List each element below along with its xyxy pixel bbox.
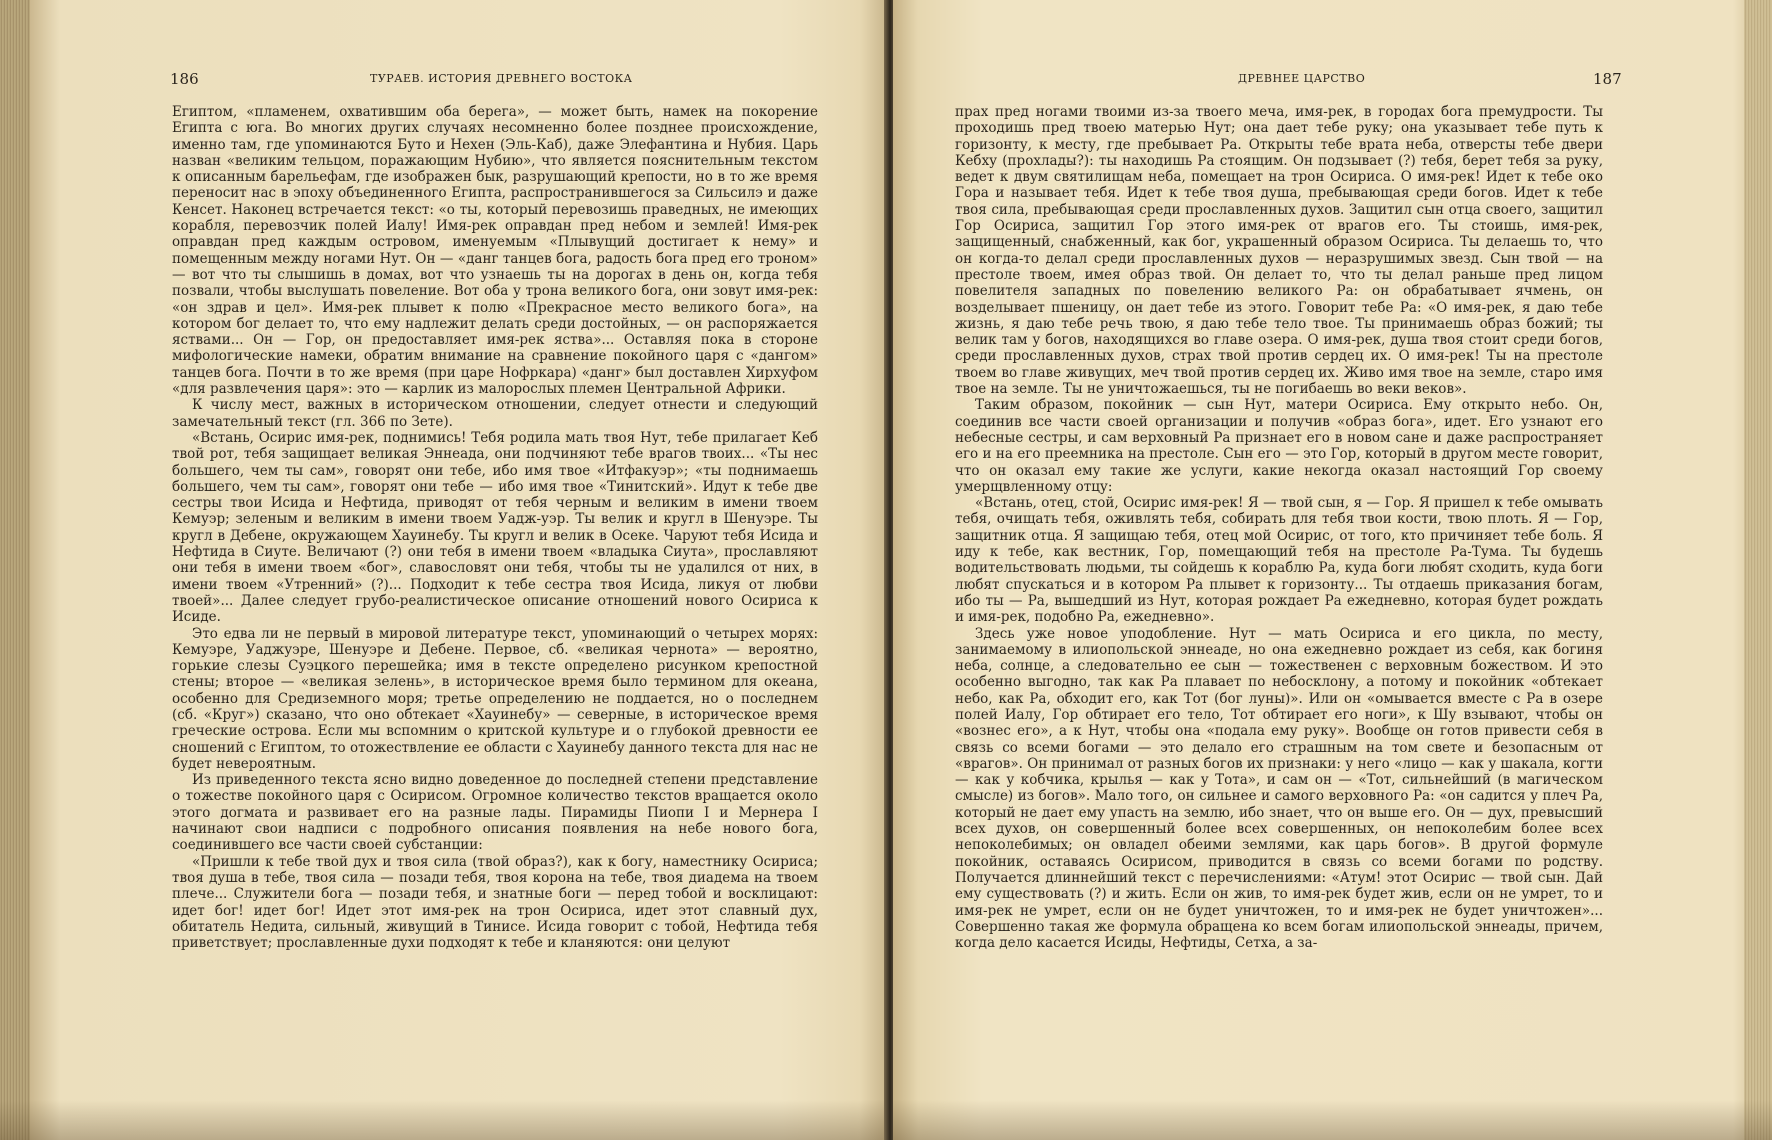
paragraph: Таким образом, покойник — сын Нут, матери Осириса. Ему открыто небо. Он, соединив все части своей организации и получив «образ бога», идет. Его узнают его небесные сестры, и сам верховный Ра признает его в новом сане и даже распространяет его и на его преемника на престоле. Сын его — это Гор, который в другом месте говорит, что он оказал ему такие же услуги, какие некогда оказал настоящий Гор своему умерщвленному отцу:	[955, 397, 1603, 495]
paragraph: «Встань, отец, стой, Осирис имя-рек! Я — твой сын, я — Гор. Я пришел к тебе омывать тебя, очищать тебя, оживлять тебя, собирать для тебя твои кости, твою плоть. Я — Гор, защитник отца. Я защищаю тебя, отец мой Осирис, от того, кто причиняет тебе боль. Я иду к тебе, как вестник, Гор, помещающий тебя на престоле Ра-Тума. Ты будешь водительствовать людьми, ты сойдешь к кораблю Ра, куда боги любят сходить, куда боги любят спускаться и в котором Ра плывет к горизонту... Ты отдаешь приказания богам, ибо ты — Ра, вышедший из Нут, которая рождает Ра ежедневно, которая будет рождать и имя-рек, подобно Ра, ежедневно».	[955, 495, 1603, 626]
running-head-left: ТУРАЕВ. ИСТОРИЯ ДРЕВНЕГО ВОСТОКА	[370, 72, 633, 85]
page-number-right: 187	[1593, 70, 1622, 88]
page-number-left: 186	[170, 70, 199, 88]
paragraph: прах пред ногами твоими из-за твоего меча, имя-рек, в городах бога премудрости. Ты проходишь пред твоею матерью Нут; она дает тебе руку; она указывает тебе путь к горизонту, к месту, где пребывает Ра. Открыты тебе врата неба, отверсты тебе двери Кебху (прохлады?): ты находишь Ра стоящим. Он подзывает (?) тебя, берет тебя за руку, ведет к двум святилищам неба, помещает на трон Осириса. О имя-рек! Идет к тебе око Гора и называет тебя. Идет к тебе твоя душа, пребывающая среди богов. Идет к тебе твоя сила, пребывающая среди прославленных духов. Защитил сын отца своего, защитил Гор Осириса, защитил Гор этого имя-рек от врагов его. Ты стоишь, имя-рек, защищенный, снабженный, как бог, украшенный образом Осириса. Ты делаешь то, что он когда-то делал среди прославленных духов — неразрушимых звезд. Сын твой — на престоле твоем, имея образ твой. Он делает то, что ты делал раньше пред лицом повелителя западных по повелению великого Ра: он обрабатывает ячмень, он возделывает пшеницу, он дает тебе из этого. Говорит тебе Ра: «О имя-рек, я даю тебе жизнь, я даю тебе речь твою, я даю тебе тело твое. Ты принимаешь образ божий; ты велик там у богов, находящихся во главе озера. О имя-рек, душа твоя стоит среди богов, среди прославленных духов, страх твой против сердец их. О имя-рек! Ты на престоле твоем во главе живущих, меч твой против сердец их. Живо имя твое на земле, старо имя твое на земле. Ты не уничтожаешься, ты не погибаешь во веки веков».	[955, 104, 1603, 398]
paragraph: Египтом, «пламенем, охватившим оба берега», — может быть, намек на покорение Египта с юга. Во многих других случаях несомненно более позднее происхождение, именно там, где упоминаются Буто и Нехен (Эль-Каб), даже Элефантина и Нубия. Царь назван «великим тельцом, поражающим Нубию», что является пояснительным текстом к описанным барельефам, где изображен бык, разрушающий крепости, но в то же время переносит нас в эпоху объединенного Египта, распространившегося за Сильсилэ и даже Кенсет. Наконец встречается текст: «о ты, который перевозишь праведных, не имеющих корабля, перевозчик полей Иалу! Имя-рек оправдан пред небом и землей! Имя-рек оправдан пред каждым островом, именуемым «Плывущий достигает к нему» и помещенным между ногами Нут. Он — «данг танцев бога, радость бога пред его троном» — вот что ты слышишь в домах, вот что узнаешь ты на дорогах в день он, когда тебя позвали, чтобы выслушать повеление. Вот оба у трона великого бога, они зовут имя-рек: «он здрав и цел». Имя-рек плывет к полю «Прекрасное место великого бога», на котором бог делает то, что ему надлежит делать среди достойных, — он распоряжается яствами... Он — Гор, он предоставляет имя-рек яства»... Оставляя пока в стороне мифологические намеки, обратим внимание на сравнение покойного царя с «дангом» танцев бога. Почти в то же время (при царе Нофркара) «данг» был доставлен Хирхуфом «для развлечения царя»: это — карлик из малорослых племен Центральной Африки.	[172, 104, 818, 398]
right-page-shadow	[893, 1100, 1772, 1140]
left-fore-edge	[0, 0, 30, 1140]
left-page-text	[172, 104, 818, 951]
paragraph: Это едва ли не первый в мировой литературе текст, упоминающий о четырех морях: Кемуэре, Уаджуэре, Шенуэре и Дебене. Первое, сб. «великая чернота» — вероятно, горькие слезы Суэцкого перешейка; имя в тексте определено рисунком крепостной стены; второе — «великая зелень», в историческое время было термином для океана, особенно для Средиземного моря; третье определению не поддается, но о последнем (сб. «Круг») сказано, что оно обтекает «Хауинебу» — северные, в историческое время греческие острова. Если мы вспомним о критской культуре и о глубокой древности ее сношений с Египтом, то отожествление ее области с Хауинебу данного текста для нас не будет невероятным.	[172, 625, 818, 772]
paragraph: «Пришли к тебе твой дух и твоя сила (твой образ?), как к богу, наместнику Осириса; твоя душа в тебе, твоя сила — позади тебя, твоя корона на тебе, твоя диадема на твоем плече... Служители бога — позади тебя, и знатные боги — перед тобой и восклицают: идет бог! идет бог! Идет этот имя-рек на трон Осириса, идет этот славный дух, обитатель Недита, сильный, живущий в Тинисе. Исида говорит с тобой, Нефтида тебя приветствует; прославленные духи подходят к тебе и кланяются: они целуют	[172, 853, 818, 952]
left-page-shadow	[0, 1100, 887, 1140]
paragraph: «Встань, Осирис имя-рек, поднимись! Тебя родила мать твоя Нут, тебе прилагает Кеб твой рот, тебя защищает великая Эннеада, они подчиняют тебе врагов твоих... «Ты нес большего, чем ты сам», говорят они тебе, ибо имя твое «Итфакуэр»; «ты поднимаешь большего, чем ты сам», говорят они тебе — ибо имя твое «Тинитский». Идут к тебе две сестры твои Исида и Нефтида, приводят от тебя черным и великим в имени твоем Кемуэр; зеленым и великим в имени твоем Уадж-уэр. Ты велик и кругл в Шенуэре. Ты кругл в Дебене, окружающем Хауинебу. Ты кругл и велик в Осеке. Чаруют тебя Исида и Нефтида в Сиуте. Величают (?) они тебя в имени твоем «владыка Сиута», прославляют они тебя в имени твоем «бог», славословят они тебя, чтобы ты не удалился от них, в имени твоем «Утренний» (?)... Подходит к тебе сестра твоя Исида, ликуя от любви твоей»... Далее следует грубо-реалистическое описание отношений нового Осириса к Исиде.	[172, 429, 818, 626]
right-page-text	[955, 104, 1603, 951]
paragraph: Из приведенного текста ясно видно доведенное до последней степени представление о тожестве покойного царя с Осирисом. Огромное количество текстов вращается около этого догмата и развивает его на разные лады. Пирамиды Пиопи I и Мернера I начинают свои надписи с подробного описания появления на небе нового бога, соединившего все части своей субстанции:	[172, 772, 818, 854]
right-fore-edge	[1744, 0, 1772, 1140]
running-head-right: ДРЕВНЕЕ ЦАРСТВО	[1238, 72, 1366, 85]
paragraph: Здесь уже новое уподобление. Нут — мать Осириса и его цикла, по месту, занимаемому в илиопольской эннеаде, но она ежедневно рождает из себя, как богиня неба, солнце, а следовательно ее сын — тожественен с верховным божеством. И это особенно выгодно, так как Ра плавает по небосклону, а потому и покойник «обтекает небо, как Ра, обходит его, как Тот (бог луны)». Или он «омывается вместе с Ра в озере полей Иалу, Гор обтирает его тело, Тот обтирает его ноги», к Шу взывают, чтобы он «вознес его», а к Нут, чтобы она «подала ему руку». Вообще он готов привести себя в связь со всеми богами — это делало его страшным на том свете и безопасным от «врагов». Он принимал от разных богов их признаки: у него «лицо — как у шакала, когти — как у кобчика, крылья — как у Тота», и сам он — «Тот, сильнейший (в магическом смысле) из богов». Мало того, он сильнее и самого верховного Ра: «он садится у плеч Ра, который не дает ему упасть на землю, ибо знает, что он выше его. Он — дух, превысший всех духов, он совершенный более всех совершенных, он непоколебим более всех непоколебимых; он овладел обеими землями, как царь богов». В другой формуле покойник, оставаясь Осирисом, приводится в связь со всеми богами по родству. Получается длиннейший текст с перечислениями: «Атум! этот Осирис — твой сын. Дай ему существовать (?) и жить. Если он жив, то имя-рек будет жив, если он не умрет, то и имя-рек не умрет, если он не будет уничтожен, то и имя-рек не будет уничтожен»... Совершенно такая же формула обращена ко всем богам илиопольской эннеады, причем, когда дело касается Исиды, Нефтиды, Сетха, а за-	[955, 625, 1603, 952]
right-page	[893, 0, 1772, 1140]
paragraph: К числу мест, важных в историческом отношении, следует отнести и следующий замечательный текст (гл. 366 по Зете).	[172, 397, 818, 430]
